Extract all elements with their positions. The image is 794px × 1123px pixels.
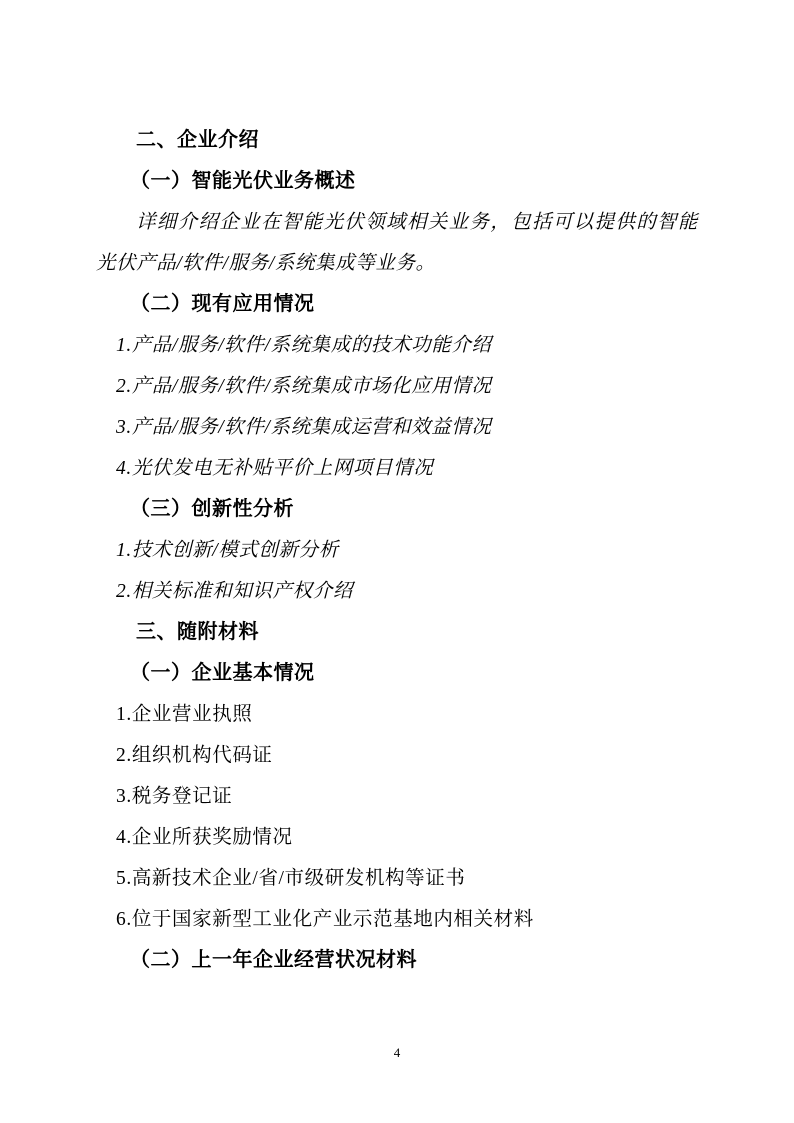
section-heading: 三、随附材料 <box>136 621 259 643</box>
subsection-heading: （一）智能光伏业务概述 <box>130 170 356 192</box>
list-item: 1.企业营业执照 <box>116 704 253 725</box>
page-number: 4 <box>393 1045 401 1060</box>
section-heading: 二、企业介绍 <box>136 129 259 151</box>
subsection-heading: （三）创新性分析 <box>130 498 294 520</box>
body-paragraph: 详细介绍企业在智能光伏领域相关业务，包括可以提供的智能光伏产品/软件/服务/系统集成等业务。 <box>96 212 698 274</box>
document-body <box>96 120 698 981</box>
list-item: 1.技术创新/模式创新分析 <box>116 540 339 561</box>
list-item: 4.企业所获奖励情况 <box>116 827 293 848</box>
list-item: 5.高新技术企业/省/市级研发机构等证书 <box>116 868 466 889</box>
list-item: 2.组织机构代码证 <box>116 745 273 766</box>
subsection-heading: （一）企业基本情况 <box>130 662 315 684</box>
list-item: 1.产品/服务/软件/系统集成的技术功能介绍 <box>116 335 492 356</box>
list-item: 4.光伏发电无补贴平价上网项目情况 <box>116 458 434 479</box>
list-item: 2.相关标准和知识产权介绍 <box>116 581 353 602</box>
subsection-heading: （二）现有应用情况 <box>130 293 315 315</box>
list-item: 3.产品/服务/软件/系统集成运营和效益情况 <box>116 417 492 438</box>
list-item: 3.税务登记证 <box>116 786 233 807</box>
list-item: 2.产品/服务/软件/系统集成市场化应用情况 <box>116 376 492 397</box>
subsection-heading: （二）上一年企业经营状况材料 <box>130 949 417 971</box>
list-item: 6.位于国家新型工业化产业示范基地内相关材料 <box>116 909 534 930</box>
